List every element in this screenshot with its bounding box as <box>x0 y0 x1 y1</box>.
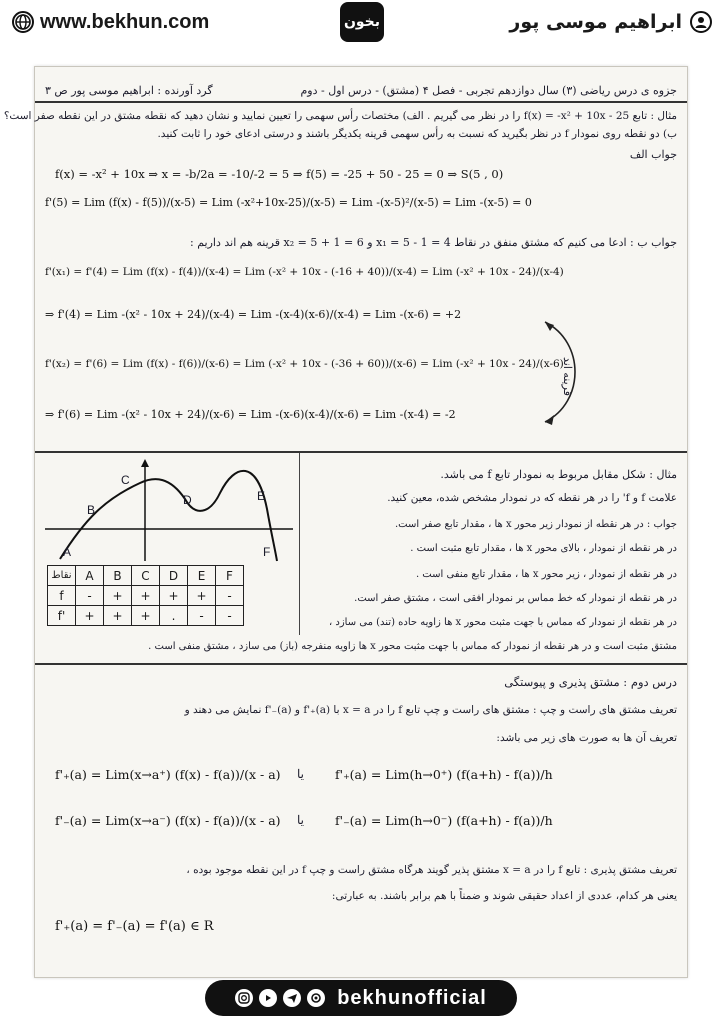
bekhun-logo <box>340 2 384 42</box>
or-word: یا <box>297 767 304 781</box>
line-f4-result: ⇒ f'(4) = Lim -(x² - 10x + 24)/(x-4) = Lim -(x-4)(x-6)/(x-4) = Lim -(x-6) = +2 <box>45 308 462 321</box>
vertical-divider <box>299 453 300 635</box>
table-row <box>48 606 244 626</box>
line-f4: f'(x₁) = f'(4) = Lim (f(x) - f(4))/(x-4) = Lim (-x² + 10x - (-16 + 40))/(x-4) = Lim (-x² + 10x - 24)/(x-4) <box>45 266 564 278</box>
table-cell: + <box>132 586 160 606</box>
function-graph <box>45 459 295 563</box>
top-bar <box>0 0 724 44</box>
answer-b: جواب ب : ادعا می کنیم که مشتق منفق در نقاط x₁ = 5 - 1 = 4 و x₂ = 5 + 1 = 6 قرینه هم اند داریم : <box>190 236 677 249</box>
example1-heading: مثال : تابع f(x) = -x² + 10x - 25 را در نظر می گیریم . الف) مختصات رأس سهمی را تعیین نمایید و نشان دهید که نقطه مشتق در این نقطه صفر است؟ <box>3 110 677 122</box>
table-cell: . <box>160 606 188 626</box>
table-cell: D <box>160 566 188 586</box>
example2-answer-4: در هر نقطه از نمودار که خط مماس بر نمودار افقی است ، مشتق صفر است. <box>354 593 677 604</box>
point-label: C <box>121 473 130 487</box>
instagram-icon[interactable] <box>235 989 253 1007</box>
point-label: F <box>263 545 271 559</box>
example2-answer-1: جواب : در هر نقطه از نمودار زیر محور x ها ، مقدار تابع صفر است. <box>394 519 677 530</box>
rubika-icon[interactable] <box>307 989 325 1007</box>
vertex-line: f(x) = -x² + 10x ⇒ x = -b/2a = -10/-2 = 5 ⇒ f(5) = -25 + 50 - 25 = 0 ⇒ S(5 , 0) <box>55 167 504 181</box>
table-cell: + <box>76 606 104 626</box>
table-cell: + <box>104 586 132 606</box>
lesson2-def2: تعریف مشتق پذیری : تابع f را در x = a مشتق پذیر گویند هرگاه مشتق راست و چپ f در این نقطه موجود بوده ، <box>186 864 677 876</box>
example2-answer-2: در هر نقطه از نمودار ، بالای محور x ها ، مقدار تابع مثبت است . <box>410 543 677 554</box>
sign-table <box>47 565 244 626</box>
author-info <box>509 11 712 33</box>
author-name: ابراهیم موسی پور <box>509 11 682 33</box>
y-axis-arrow-icon <box>141 459 149 467</box>
derivative-at-vertex: f'(5) = Lim (f(x) - f(5))/(x-5) = Lim (-x²+10x-25)/(x-5) = Lim -(x-5)²/(x-5) = Lim -(x-5) = 0 <box>45 196 532 209</box>
table-cell: A <box>76 566 104 586</box>
table-cell: نقاط <box>48 566 76 586</box>
lesson2-heading: درس دوم : مشتق پذیری و پیوستگی <box>504 675 677 689</box>
globe-icon <box>12 11 34 33</box>
social-bar <box>205 980 517 1016</box>
lesson2-def1: تعریف مشتق های راست و چپ : مشتق های راست و چپ تابع f را در x = a با f'₊(a) و f'₋(a) نمایش می دهند و <box>184 704 677 716</box>
table-cell: - <box>216 606 244 626</box>
right-derivative-2: f'₊(a) = Lim(h→0⁺) (f(a+h) - f(a))/h <box>335 767 553 782</box>
page-title: جزوه ی درس ریاضی (۳) سال دوازدهم تجربی - فصل ۴ (مشتق) - درس اول - دوم <box>300 84 677 97</box>
or-word: یا <box>297 813 304 827</box>
right-derivative-1: f'₊(a) = Lim(x→a⁺) (f(x) - f(a))/(x - a) <box>55 767 281 782</box>
table-row <box>48 566 244 586</box>
line-f6: f'(x₂) = f'(6) = Lim (f(x) - f(6))/(x-6) = Lim (-x² + 10x - (-36 + 60))/(x-6) = Lim (-x² + 10x - 24)/(x-6) <box>45 358 564 370</box>
example2-answer-5: در هر نقطه از نمودار که مماس با جهت مثبت محور x ها زاویه حاده (تند) می سازد ، <box>328 617 677 628</box>
table-cell: f' <box>48 606 76 626</box>
telegram-icon[interactable] <box>283 989 301 1007</box>
social-handle: bekhunofficial <box>337 986 487 1009</box>
table-cell: + <box>188 586 216 606</box>
lesson2-def1b: تعریف آن ها به صورت های زیر می باشد: <box>496 732 677 744</box>
point-label: E <box>257 489 266 503</box>
page-credit: گرد آورنده : ابراهیم موسی پور ص ۳ <box>45 84 213 97</box>
side-note: قرینه اند <box>561 357 574 396</box>
table-cell: E <box>188 566 216 586</box>
lesson2-def2b: یعنی هر کدام، عددی از اعداد حقیقی شوند و ضمناً با هم برابر باشند. به عبارتی: <box>331 890 677 902</box>
website-link[interactable] <box>12 11 209 34</box>
table-cell: + <box>160 586 188 606</box>
table-cell: B <box>104 566 132 586</box>
notebook-page <box>3 66 688 978</box>
divider <box>35 663 687 665</box>
divider <box>35 101 687 103</box>
point-label: A <box>63 545 72 559</box>
example2-answer-3: در هر نقطه از نمودار ، زیر محور x ها ، مقدار تابع منفی است . <box>415 569 677 580</box>
youtube-icon[interactable] <box>259 989 277 1007</box>
example2-question: علامت f و f' را در هر نقطه که در نمودار مشخص شده، معین کنید. <box>387 492 677 504</box>
point-label: B <box>87 503 96 517</box>
divider <box>35 451 687 453</box>
example1-part-b: ب) دو نقطه روی نمودار f در نظر بگیرید که نسبت به رأس سهمی قرینه یکدیگر باشند و درستی ادعای خود را ثابت کنید. <box>157 128 677 140</box>
table-cell: - <box>216 586 244 606</box>
left-derivative-1: f'₋(a) = Lim(x→a⁻) (f(x) - f(a))/(x - a) <box>55 813 281 828</box>
example2-heading: مثال : شکل مقابل مربوط به نمودار تابع f می باشد. <box>440 468 677 481</box>
example2-answer-6: مشتق مثبت است و در هر نقطه از نمودار که مماس با جهت مثبت محور x ها زاویه منفرجه (باز) می سازد ، مشتق منفی است . <box>148 641 677 652</box>
table-cell: - <box>188 606 216 626</box>
answer-a-label: جواب الف <box>629 148 677 161</box>
table-cell: - <box>76 586 104 606</box>
left-derivative-2: f'₋(a) = Lim(h→0⁻) (f(a+h) - f(a))/h <box>335 813 553 828</box>
website-text: www.bekhun.com <box>40 10 210 33</box>
table-cell: f <box>48 586 76 606</box>
point-label: D <box>183 493 192 507</box>
logo-text: بخون <box>343 14 381 30</box>
table-cell: + <box>132 606 160 626</box>
table-cell: F <box>216 566 244 586</box>
table-row <box>48 586 244 606</box>
table-cell: C <box>132 566 160 586</box>
differentiability-condition: f'₊(a) = f'₋(a) = f'(a) ∈ R <box>55 919 214 934</box>
user-icon <box>690 11 712 33</box>
table-cell: + <box>104 606 132 626</box>
line-f6-result: ⇒ f'(6) = Lim -(x² - 10x + 24)/(x-6) = Lim -(x-6)(x-4)/(x-6) = Lim -(x-4) = -2 <box>45 408 456 421</box>
